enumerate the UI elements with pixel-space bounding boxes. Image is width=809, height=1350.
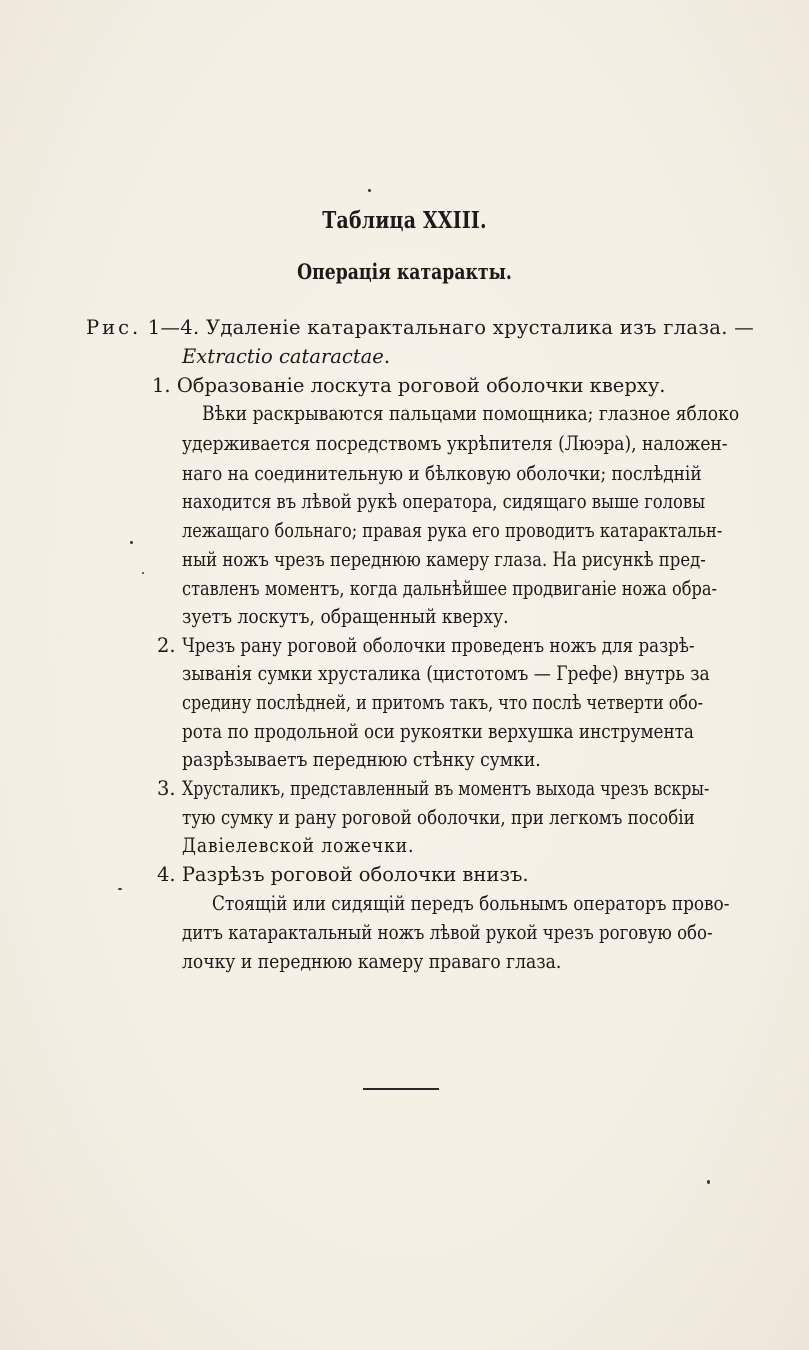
item-4-heading <box>157 863 529 887</box>
ink-speck <box>118 888 122 890</box>
figure-description: Удаленіе катарактальнаго хрусталика изъ глаза. — <box>205 316 755 339</box>
paragraph-line: тую сумку и рану роговой оболочки, при легкомъ пособіи <box>182 806 695 829</box>
item-heading-text: Образованіе лоскута роговой оболочки кверху. <box>176 374 666 397</box>
paragraph-line: находится въ лѣвой рукѣ оператора, сидящаго выше головы <box>182 490 706 513</box>
paragraph-line: Чрезъ рану роговой оболочки проведенъ ножъ для разрѣ- <box>182 634 695 657</box>
ink-speck <box>130 541 133 544</box>
paragraph-line: зуетъ лоскутъ, обращенный кверху. <box>182 605 509 628</box>
ink-speck <box>142 572 144 574</box>
paragraph-line: Стоящій или сидящій передъ больнымъ операторъ прово- <box>212 892 730 915</box>
paragraph-line: лочку и переднюю камеру праваго глаза. <box>182 950 562 973</box>
item-heading-text: Разрѣзъ роговой оболочки внизъ. <box>181 863 529 886</box>
ink-speck <box>707 1180 710 1184</box>
item-number: 4. <box>157 863 176 886</box>
paragraph-line: Вѣки раскрываются пальцами помощника; глазное яблоко <box>202 402 740 425</box>
figure-label: Рис. <box>86 316 142 339</box>
item-1-heading <box>152 374 666 398</box>
paragraph-line: разрѣзываетъ переднюю стѣнку сумки. <box>182 748 541 771</box>
paragraph-line: Давіелевской ложечки. <box>182 834 415 857</box>
paragraph-line: наго на соединительную и бѣлковую оболочки; послѣдній <box>182 462 702 485</box>
ink-speck <box>368 189 371 192</box>
paragraph-line: ставленъ моментъ, когда дальнѣйшее продвиганіе ножа обра- <box>182 577 717 600</box>
latin-caption: Extractio cataractae. <box>182 345 391 368</box>
paragraph-line: Хрусталикъ, представленный въ моментъ выхода чрезъ вскры- <box>182 777 710 800</box>
figure-caption <box>86 316 754 340</box>
paragraph-line: лежащаго больнаго; правая рука его проводитъ катарактальн- <box>182 519 723 542</box>
item-3-number: 3. <box>157 777 176 800</box>
page-subtitle: Операція катаракты. <box>297 259 512 284</box>
item-number: 1. <box>152 374 171 397</box>
paragraph-line: зыванія сумки хрусталика (цистотомъ — Грефе) внутрь за <box>182 662 710 685</box>
page-title: Таблица XXIII. <box>322 207 487 234</box>
paragraph-line: ный ножъ чрезъ переднюю камеру глаза. На рисункѣ пред- <box>182 548 706 571</box>
item-2-number: 2. <box>157 634 176 657</box>
paragraph-line: дитъ катарактальный ножъ лѣвой рукой чрезъ роговую обо- <box>182 921 713 944</box>
figure-range: 1—4. <box>147 316 200 339</box>
paragraph-line: рота по продольной оси рукоятки верхушка инструмента <box>182 720 694 743</box>
paragraph-line: средину послѣдней, и притомъ такъ, что послѣ четверти обо- <box>182 691 704 714</box>
paragraph-line: удерживается посредствомъ укрѣпителя (Люэра), наложен- <box>182 432 728 455</box>
section-divider <box>363 1088 439 1090</box>
